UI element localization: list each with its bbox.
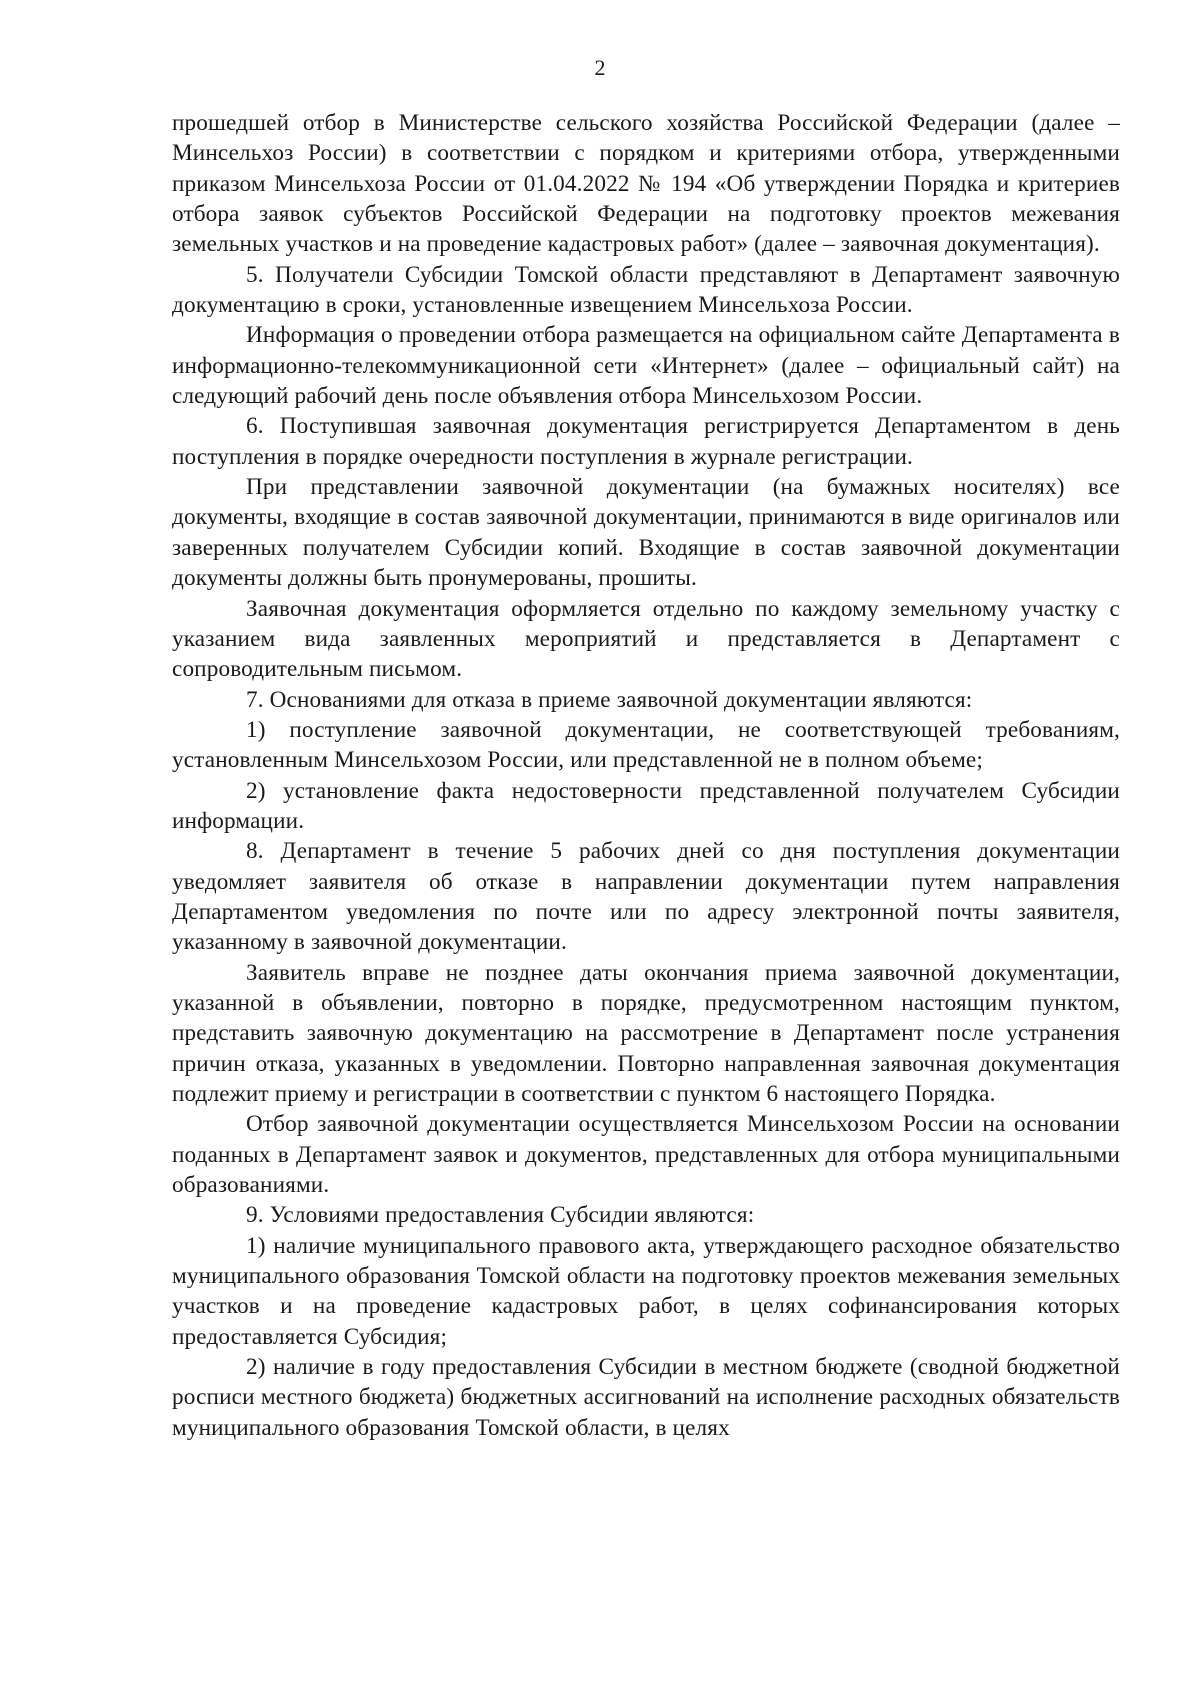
list-item: 1) наличие муниципального правового акта, утверждающего расходное обязательство муниципального образования Томской области на подготовку проектов межевания земельных участков и на проведение кадастровых работ, в целях софинансирования которых предоставляется Субсидия; bbox=[172, 1232, 1120, 1350]
list-item: 2) установление факта недостоверности представленной получателем Субсидии информации. bbox=[172, 777, 1120, 834]
paragraph-item-9: 9. Условиями предоставления Субсидии являются: bbox=[246, 1202, 755, 1229]
paragraph: Заявочная документация оформляется отдельно по каждому земельному участку с указанием вида заявленных мероприятий и представляется в Департамент с сопроводительным письмом. bbox=[172, 595, 1120, 683]
list-item: 1) поступление заявочной документации, не соответствующей требованиям, установленным Минсельхозом России, или представленной не в полном объеме; bbox=[172, 716, 1120, 774]
page-number: 2 bbox=[594, 55, 606, 80]
list-item: 2) наличие в году предоставления Субсидии в местном бюджете (сводной бюджетной росписи местного бюджета) бюджетных ассигнований на исполнение расходных обязательств муниципального образования Томской области, в целях bbox=[172, 1354, 1120, 1441]
paragraph-item-7: 7. Основаниями для отказа в приеме заявочной документации являются: bbox=[246, 686, 973, 713]
paragraph: Информация о проведении отбора размещается на официальном сайте Департамента в информационно-телекоммуникационной сети «Интернет» (далее – официальный сайт) на следующий рабочий день после объявления отбора Минсельхозом России. bbox=[172, 322, 1120, 410]
paragraph: Заявитель вправе не позднее даты окончания приема заявочной документации, указанной в объявлении, повторно в порядке, предусмотренном настоящим пунктом, представить заявочную документацию на рассмотрение в Департамент после устранения причин отказа, указанных в уведомлении. Повторно направленная заявочная документация подлежит приему и регистрации в соответствии с пунктом 6 настоящего Порядка. bbox=[172, 959, 1120, 1107]
paragraph: прошедшей отбор в Министерстве сельского хозяйства Российской Федерации (далее – Минсельхоз России) в соответствии с порядком и критериями отбора, утвержденными приказом Минсельхоза России от 01.04.2022 № 194 «Об утверждении Порядка и критериев отбора заявок субъектов Российской Федерации на подготовку проектов межевания земельных участков и на проведение кадастровых работ» (далее – заявочная документация). bbox=[172, 110, 1120, 258]
paragraph-item-8: 8. Департамент в течение 5 рабочих дней со дня поступления документации уведомляет заявителя об отказе в направлении документации путем направления Департаментом уведомления по почте или по адресу электронной почты заявителя, указанному в заявочной документации. bbox=[172, 838, 1120, 956]
paragraph-item-5: 5. Получатели Субсидии Томской области представляют в Департамент заявочную документацию в сроки, установленные извещением Минсельхоза России. bbox=[172, 261, 1120, 319]
paragraph-item-6: 6. Поступившая заявочная документация регистрируется Департаментом в день поступления в порядке очередности поступления в журнале регистрации. bbox=[172, 413, 1120, 470]
paragraph: Отбор заявочной документации осуществляется Минсельхозом России на основании поданных в Департамент заявок и документов, представленных для отбора муниципальными образованиями. bbox=[172, 1111, 1120, 1199]
document-body bbox=[172, 108, 1120, 1443]
paragraph: При представлении заявочной документации (на бумажных носителях) все документы, входящие в состав заявочной документации, принимаются в виде оригиналов или заверенных получателем Субсидии копий. Входящие в состав заявочной документации документы должны быть пронумерованы, прошиты. bbox=[172, 474, 1120, 592]
